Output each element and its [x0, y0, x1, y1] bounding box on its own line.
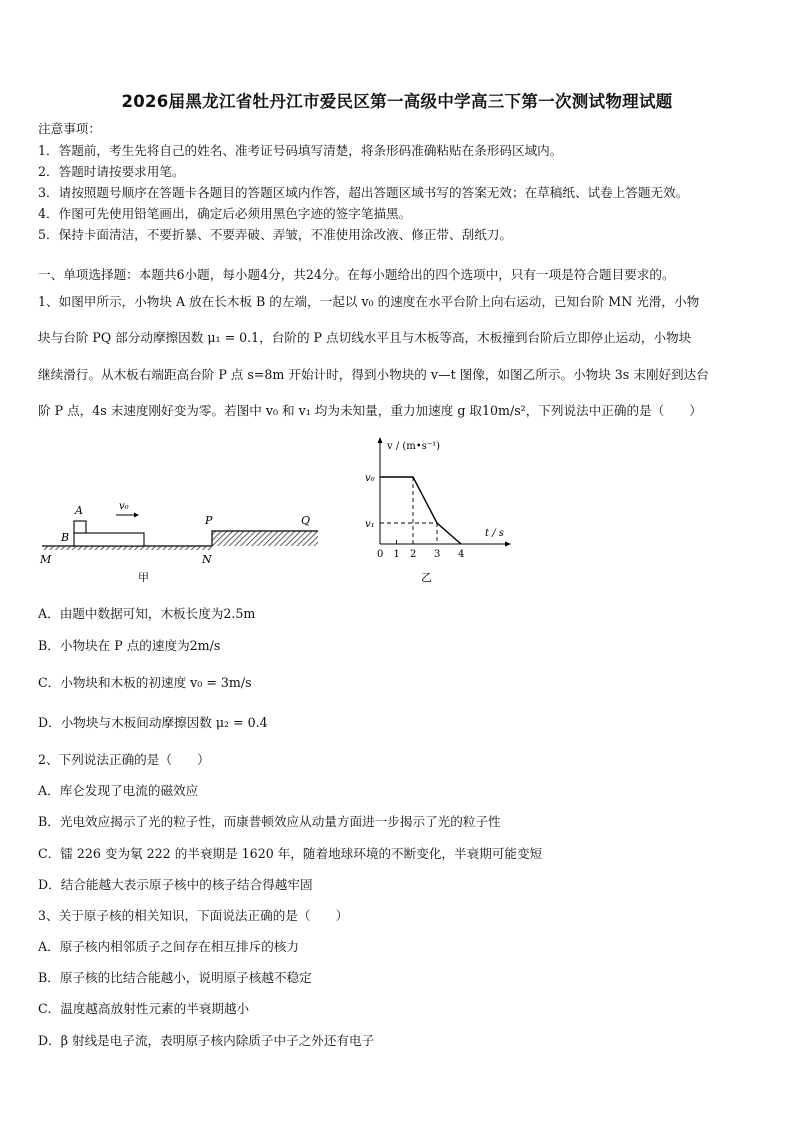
q1-option-c: C．小物块和木板的初速度 v₀ = 3m/s [38, 675, 252, 690]
q1-stem-line-2: 块与台阶 PQ 部分动摩擦因数 μ₁ = 0.1，台阶的 P 点切线水平且与木板等高，木板撞到台阶后立即停止运动，小物块 [38, 330, 692, 345]
q3-option-b: B．原子核的比结合能越小，说明原子核越不稳定 [38, 970, 312, 985]
label-b: B [61, 531, 70, 544]
label-p: P [205, 514, 213, 527]
tick-x-0: 0 [377, 549, 384, 560]
notice-item-2: 2．答题时请按要求用笔。 [38, 164, 185, 179]
page-title: 2026届黑龙江省牡丹江市爱民区第一高级中学高三下第一次测试物理试题 [121, 92, 673, 111]
notice-item-5: 5．保持卡面清洁，不要折暴、不要弄破、弄皱，不准使用涂改液、修正带、刮纸刀。 [38, 227, 512, 242]
tick-x-3: 3 [434, 549, 441, 560]
q2-option-c: C．镭 226 变为氡 222 的半衰期是 1620 年，随着地球环境的不断变化，半衰期可能变短 [38, 846, 543, 861]
vt-curve [380, 477, 461, 544]
tick-y-v1: v₁ [365, 519, 375, 530]
figure-jia [30, 490, 330, 585]
caption-jia: 甲 [138, 571, 149, 584]
caption-yi: 乙 [421, 571, 432, 584]
tick-x-1: 1 [393, 549, 400, 560]
q1-option-b: B．小物块在 P 点的速度为2m/s [38, 638, 221, 653]
q3-option-c: C．温度越高放射性元素的半衰期越小 [38, 1001, 250, 1016]
label-q: Q [301, 514, 311, 527]
y-axis-label: v / (m•s⁻¹) [387, 441, 440, 452]
q1-stem-line-3: 继续滑行。从木板右端距高台阶 P 点 s=8m 开始计时，得到小物块的 v—t 图像，如图乙所示。小物块 3s 末刚好到达台 [38, 367, 709, 382]
q2-option-a: A．库仑发现了电流的磁效应 [38, 783, 199, 798]
section-header: 一、单项选择题：本题共6小题，每小题4分，共24分。在每小题给出的四个选项中，只有一项是符合题目要求的。 [38, 267, 675, 282]
block-a [74, 521, 86, 533]
x-axis-label: t / s [485, 528, 504, 539]
notice-item-3: 3．请按照题号顺序在答题卡各题目的答题区域内作答，超出答题区域书写的答案无效；在草稿纸、试卷上答题无效。 [38, 185, 689, 200]
plank-b [74, 533, 144, 546]
q2-option-b: B．光电效应揭示了光的粒子性，而康普顿效应从动量方面进一步揭示了光的粒子性 [38, 814, 501, 829]
q3-option-d: D．β 射线是电子流，表明原子核内除质子中子之外还有电子 [38, 1033, 375, 1048]
q3-stem: 3、关于原子核的相关知识，下面说法正确的是（ ） [38, 908, 349, 923]
tick-x-2: 2 [410, 549, 417, 560]
label-a: A [75, 504, 83, 517]
q2-stem: 2、下列说法正确的是（ ） [38, 752, 210, 767]
notice-item-4: 4．作图可先使用铅笔画出，确定后必须用黑色字迹的签字笔描黑。 [38, 206, 412, 221]
q1-option-a: A．由题中数据可知，木板长度为2.5m [38, 606, 256, 621]
tick-x-4: 4 [458, 549, 465, 560]
label-v0: v₀ [119, 501, 129, 512]
label-n: N [202, 553, 212, 566]
label-m: M [40, 553, 52, 566]
notice-item-1: 1．答题前，考生先将自己的姓名、准考证号码填写清楚，将条形码准确粘贴在条形码区域内。 [38, 143, 563, 158]
q1-option-d: D．小物块与木板间动摩擦因数 μ₂ = 0.4 [38, 715, 268, 730]
q1-stem-line-1: 1、如图甲所示，小物块 A 放在长木板 B 的左端，一起以 v₀ 的速度在水平台阶上向右运动，已知台阶 MN 光滑，小物 [38, 294, 700, 309]
q2-option-d: D．结合能越大表示原子核中的核子结合得越牢固 [38, 877, 313, 892]
q3-option-a: A．原子核内相邻质子之间存在相互排斥的核力 [38, 939, 299, 954]
tick-y-v0: v₀ [365, 473, 375, 484]
q1-stem-line-4: 阶 P 点，4s 末速度刚好变为零。若图中 v₀ 和 v₁ 均为未知量，重力加速度 g 取10m/s²，下列说法中正确的是（ ） [38, 403, 703, 418]
figure-yi [355, 432, 525, 587]
notice-heading: 注意事项： [38, 121, 101, 136]
